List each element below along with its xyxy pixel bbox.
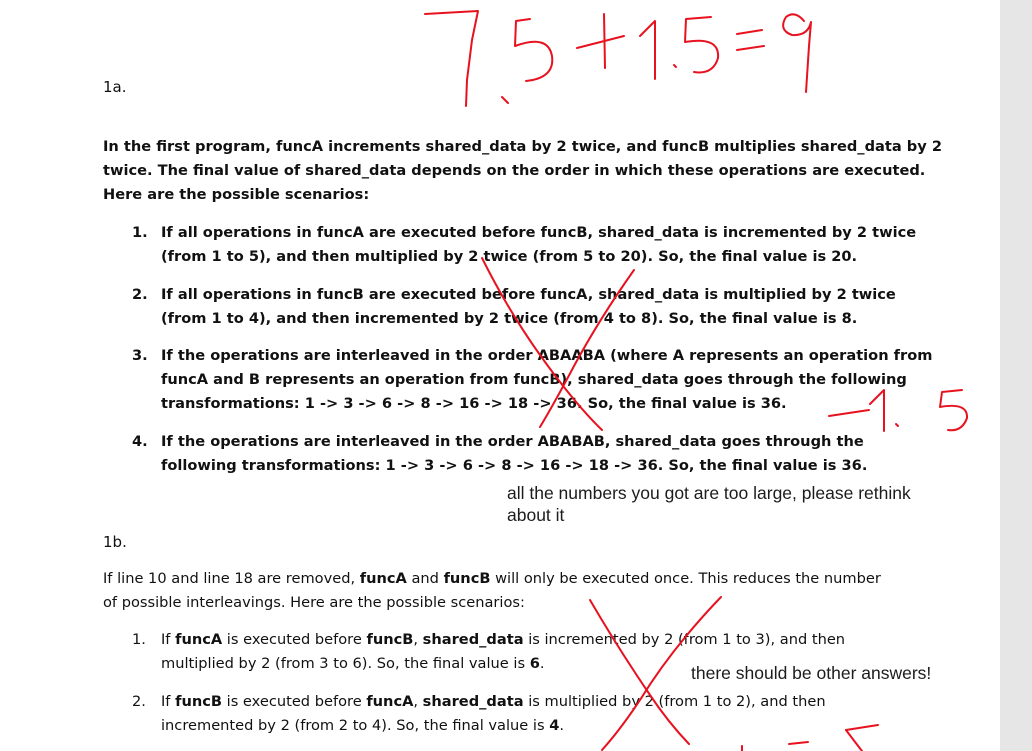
handwritten-score xyxy=(425,11,811,106)
handwritten-deduction-partial xyxy=(742,725,878,751)
list-number: 1. xyxy=(132,631,146,648)
list-number: 4. xyxy=(132,433,148,450)
viewer-gutter xyxy=(1000,0,1032,751)
list-item-line: funcA and B represents an operation from funcB), shared_data goes through the following xyxy=(161,371,907,388)
list-item-line: If the operations are interleaved in the order ABABAB, shared_data goes through the xyxy=(161,433,864,450)
comment-line: all the numbers you got are too large, please rethink xyxy=(507,483,911,503)
section-1b-label: 1b. xyxy=(103,533,127,551)
list-item-line: If all operations in funcA are executed before funcB, shared_data is incremented by 2 twice xyxy=(161,224,917,241)
list-item-line: (from 1 to 4), and then incremented by 2 twice (from 4 to 8). So, the final value is 8. xyxy=(161,310,858,327)
list-item-line: multiplied by 2 (from 3 to 6). So, the final value is 6. xyxy=(161,655,545,672)
list-item-line: If all operations in funcB are executed before funcA, shared_data is multiplied by 2 twice xyxy=(161,286,896,303)
list-item-line: If funcA is executed before funcB, shared_data is incremented by 2 (from 1 to 3), and then xyxy=(161,631,846,648)
comment-line: about it xyxy=(507,505,565,525)
intro-line-1: If line 10 and line 18 are removed, funcA and funcB will only be executed once. This reduces the number xyxy=(103,570,881,587)
list-number: 1. xyxy=(132,224,148,241)
list-number: 2. xyxy=(132,286,148,303)
list-item-line: transformations: 1 -> 3 -> 6 -> 8 -> 16 -> 18 -> 36. So, the final value is 36. xyxy=(161,395,787,412)
list-item-line: incremented by 2 (from 2 to 4). So, the final value is 4. xyxy=(161,717,564,734)
section-1a-label: 1a. xyxy=(103,78,127,96)
intro-line-2: twice. The final value of shared_data depends on the order in which these operations are executed. xyxy=(103,162,926,179)
func-a-term: funcA xyxy=(359,570,407,587)
list-item-line: If funcB is executed before funcA, shared_data is multiplied by 2 (from 1 to 2), and then xyxy=(161,693,826,710)
intro-line-2: of possible interleavings. Here are the possible scenarios: xyxy=(103,594,525,611)
list-item-line: If the operations are interleaved in the order ABAABA (where A represents an operation from xyxy=(161,347,933,364)
func-b-term: funcB xyxy=(443,570,491,587)
intro-line-3: Here are the possible scenarios: xyxy=(103,186,370,203)
list-item-line: following transformations: 1 -> 3 -> 6 -> 8 -> 16 -> 18 -> 36. So, the final value is 36. xyxy=(161,457,868,474)
list-number: 3. xyxy=(132,347,148,364)
list-item-line: (from 1 to 5), and then multiplied by 2 twice (from 5 to 20). So, the final value is 20. xyxy=(161,248,858,265)
list-number: 2. xyxy=(132,693,146,710)
intro-line-1: In the first program, funcA increments shared_data by 2 twice, and funcB multiplies shared_data by 2 xyxy=(103,138,942,155)
handwritten-deduction xyxy=(829,390,967,431)
grader-comment-1b: there should be other answers! xyxy=(691,663,932,683)
